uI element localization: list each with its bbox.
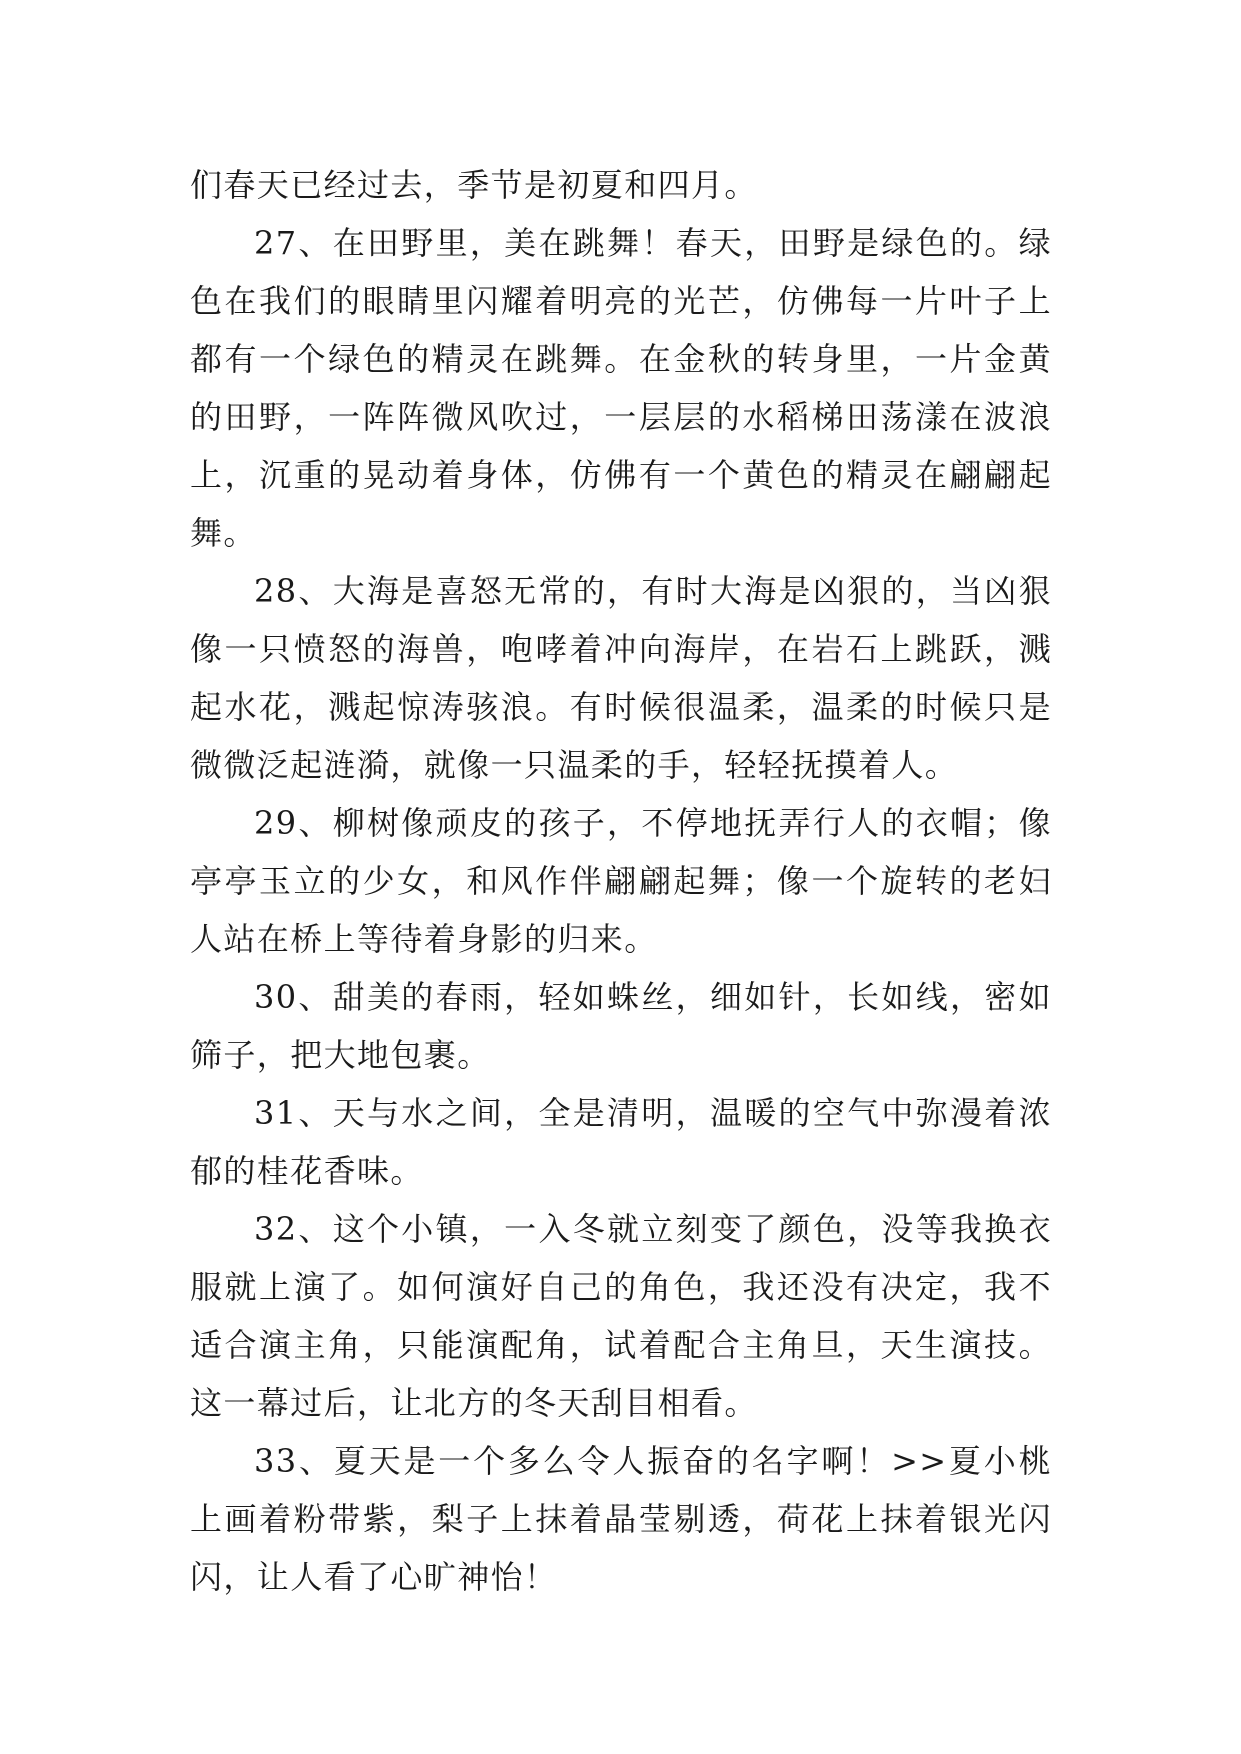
- paragraph-29: 29、柳树像顽皮的孩子，不停地抚弄行人的衣帽；像亭亭玉立的少女，和风作伴翩翩起舞；像一个旋转的老妇人站在桥上等待着身影的归来。: [190, 804, 1052, 958]
- paragraph-32: 32、这个小镇，一入冬就立刻变了颜色，没等我换衣服就上演了。如何演好自己的角色，我还没有决定，我不适合演主角，只能演配角，试着配合主角旦，天生演技。这一幕过后，让北方的冬天刮目相看。: [190, 1210, 1052, 1422]
- paragraph-27: 27、在田野里，美在跳舞！春天，田野是绿色的。绿色在我们的眼睛里闪耀着明亮的光芒，仿佛每一片叶子上都有一个绿色的精灵在跳舞。在金秋的转身里，一片金黄的田野，一阵阵微风吹过，一层层的水稻梯田荡漾在波浪上，沉重的晃动着身体，仿佛有一个黄色的精灵在翩翩起舞。: [190, 224, 1052, 552]
- paragraph-30: 30、甜美的春雨，轻如蛛丝，细如针，长如线，密如筛子，把大地包裹。: [190, 978, 1052, 1074]
- paragraph-33: 33、夏天是一个多么令人振奋的名字啊！>>夏小桃上画着粉带紫，梨子上抹着晶莹剔透，荷花上抹着银光闪闪，让人看了心旷神怡！: [190, 1442, 1052, 1596]
- paragraph-31: 31、天与水之间，全是清明，温暖的空气中弥漫着浓郁的桂花香味。: [190, 1094, 1052, 1190]
- paragraph-continued: 们春天已经过去，季节是初夏和四月。: [190, 166, 758, 204]
- paragraph-28: 28、大海是喜怒无常的，有时大海是凶狠的，当凶狠像一只愤怒的海兽，咆哮着冲向海岸，在岩石上跳跃，溅起水花，溅起惊涛骇浪。有时候很温柔，温柔的时候只是微微泛起涟漪，就像一只温柔的手，轻轻抚摸着人。: [190, 572, 1052, 784]
- document-page: [190, 156, 1052, 1606]
